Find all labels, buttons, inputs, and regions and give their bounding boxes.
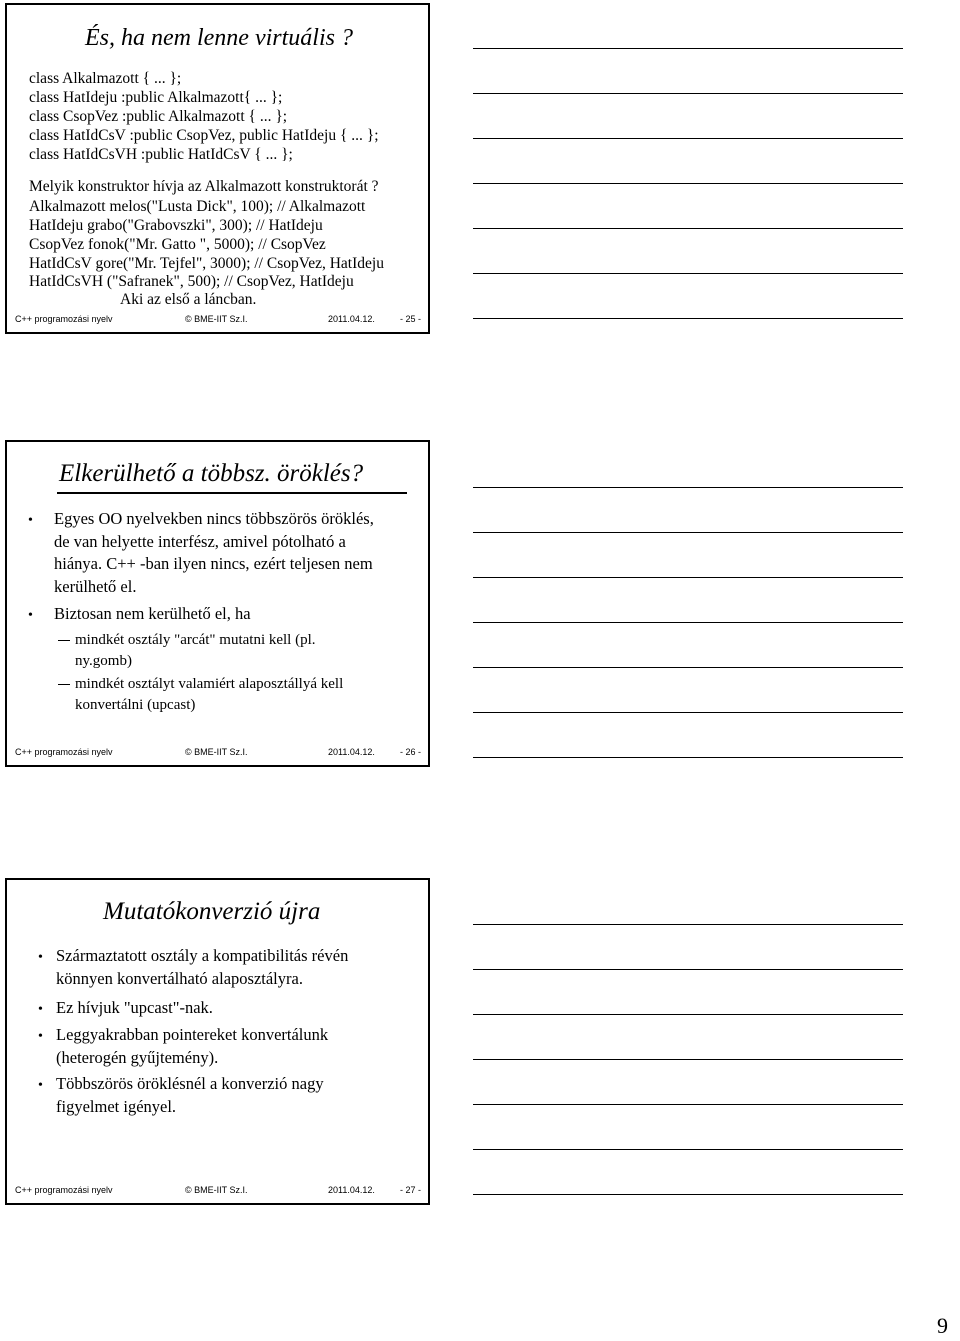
footer-course: C++ programozási nyelv (15, 747, 113, 757)
bullet-icon: • (28, 513, 33, 528)
dash-icon (58, 640, 70, 641)
bullet-text: Többszörös öröklésnél a konverzió nagy figyelmet igényel. (56, 1074, 324, 1116)
notes-line (473, 273, 903, 274)
sub-bullet-text: mindkét osztályt valamiért alaposztállyá kell konvertálni (upcast) (75, 676, 344, 713)
footer-copyright: © BME-IIT Sz.I. (185, 314, 248, 324)
notes-line (473, 228, 903, 229)
footer-course: C++ programozási nyelv (15, 314, 113, 324)
notes-line (473, 1014, 903, 1015)
example-line: HatIdeju grabo("Grabovszki", 300); // HatIdeju (29, 217, 323, 234)
notes-line (473, 183, 903, 184)
slide-footer (7, 1185, 428, 1199)
footer-page: - 27 - (400, 1185, 422, 1195)
notes-line (473, 622, 903, 623)
notes-line (473, 712, 903, 713)
notes-line (473, 93, 903, 94)
slide-footer (7, 314, 428, 328)
notes-line (473, 487, 903, 488)
footer-copyright: © BME-IIT Sz.I. (185, 747, 248, 757)
slide-footer (7, 747, 428, 761)
slide-title: Mutatókonverzió újra (103, 898, 321, 925)
bullet-icon: • (38, 1029, 43, 1044)
bullet-text: Egyes OO nyelvekben nincs többszörös öröklés, de van helyette interfész, amivel pótolható a hiánya. C++ -ban ilyen nincs, ezért teljesen nem kerülhető el. (54, 509, 374, 596)
notes-line (473, 969, 903, 970)
footer-date: 2011.04.12. (328, 1185, 375, 1195)
bullet-icon: • (38, 1002, 43, 1017)
notes-line (473, 757, 903, 758)
bullet-icon: • (38, 1078, 43, 1093)
notes-line (473, 1059, 903, 1060)
answer-line: Aki az első a láncban. (120, 291, 257, 308)
notes-line (473, 667, 903, 668)
bullet-text: Származtatott osztály a kompatibilitás révén könnyen konvertálható alaposztályra. (56, 946, 349, 988)
footer-course: C++ programozási nyelv (15, 1185, 113, 1195)
page-number: 9 (937, 1313, 948, 1338)
bullet-text: Biztosan nem kerülhető el, ha (54, 604, 251, 623)
code-line: class HatIdeju :public Alkalmazott{ ... }; (29, 89, 283, 106)
footer-page: - 26 - (400, 747, 422, 757)
code-line: class HatIdCsVH :public HatIdCsV { ... }; (29, 146, 293, 163)
title-underline (57, 492, 407, 494)
question-line: Melyik konstruktor hívja az Alkalmazott konstruktorát ? (29, 178, 379, 195)
notes-line (473, 1104, 903, 1105)
footer-copyright: © BME-IIT Sz.I. (185, 1185, 248, 1195)
slide-25 (5, 3, 430, 334)
slide-title: És, ha nem lenne virtuális ? (85, 25, 353, 51)
notes-line (473, 1149, 903, 1150)
notes-line (473, 924, 903, 925)
notes-line (473, 48, 903, 49)
footer-page: - 25 - (400, 314, 422, 324)
sub-bullet-text: mindkét osztály "arcát" mutatni kell (pl. ny.gomb) (75, 632, 316, 669)
footer-date: 2011.04.12. (328, 314, 375, 324)
notes-line (473, 577, 903, 578)
bullet-text: Ez hívjuk "upcast"-nak. (56, 998, 213, 1017)
example-line: Alkalmazott melos("Lusta Dick", 100); // Alkalmazott (29, 198, 366, 215)
notes-line (473, 138, 903, 139)
bullet-icon: • (38, 950, 43, 965)
footer-date: 2011.04.12. (328, 747, 375, 757)
slide-26 (5, 440, 430, 767)
notes-line (473, 532, 903, 533)
example-line: CsopVez fonok("Mr. Gatto ", 5000); // CsopVez (29, 236, 326, 253)
dash-icon (58, 684, 70, 685)
bullet-text: Leggyakrabban pointereket konvertálunk (heterogén gyűjtemény). (56, 1025, 329, 1067)
notes-line (473, 318, 903, 319)
code-line: class CsopVez :public Alkalmazott { ... }; (29, 108, 288, 125)
code-line: class Alkalmazott { ... }; (29, 70, 182, 87)
example-line: HatIdCsV gore("Mr. Tejfel", 3000); // CsopVez, HatIdeju (29, 255, 384, 272)
slide-27 (5, 878, 430, 1205)
slide-title: Elkerülhető a többsz. öröklés? (59, 460, 364, 487)
code-line: class HatIdCsV :public CsopVez, public HatIdeju { ... }; (29, 127, 379, 144)
example-line: HatIdCsVH ("Safranek", 500); // CsopVez, HatIdeju (29, 273, 354, 290)
notes-line (473, 1194, 903, 1195)
bullet-icon: • (28, 608, 33, 623)
